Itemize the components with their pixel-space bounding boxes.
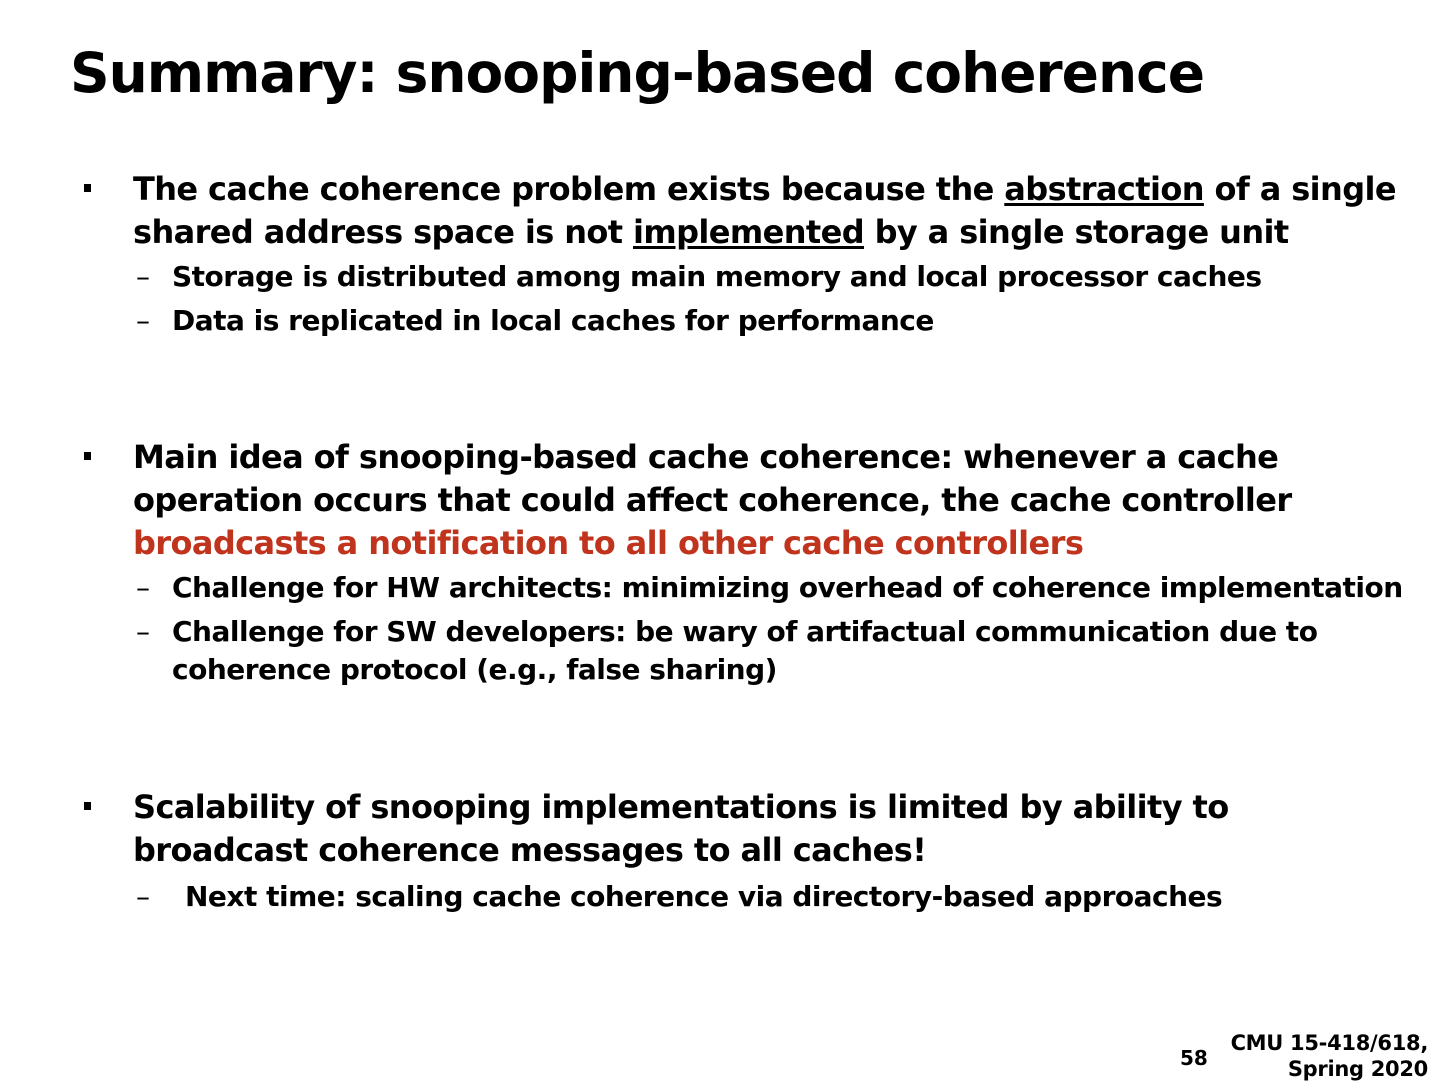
dash-bullet-icon: –	[136, 615, 150, 648]
underlined-term-abstraction: abstraction	[1004, 170, 1204, 208]
course-name: CMU 15-418/618,	[1230, 1031, 1428, 1055]
sub-bullet-item	[136, 569, 1410, 607]
bullet-snooping-idea	[70, 436, 1410, 695]
sub-bullet-text: Data is replicated in local caches for performance	[172, 304, 934, 337]
sub-bullet-text: Next time: scaling cache coherence via directory-based approaches	[185, 880, 1223, 913]
course-term: Spring 2020	[1287, 1057, 1428, 1081]
bullet-scalability	[70, 786, 1410, 922]
sub-bullet-item	[136, 878, 1410, 916]
bullet-coherence-problem	[70, 168, 1410, 346]
bullet-text-part: The cache coherence problem exists because the	[133, 170, 1005, 208]
sub-bullet-list	[70, 258, 1410, 340]
dash-bullet-icon: –	[136, 571, 150, 604]
square-bullet-icon	[84, 802, 91, 810]
slide-title: Summary: snooping-based coherence	[70, 41, 1205, 105]
sub-bullet-text: Storage is distributed among main memory and local processor caches	[172, 260, 1262, 293]
sub-bullet-item	[136, 613, 1410, 689]
dash-bullet-icon: –	[136, 260, 150, 293]
sub-bullet-text: Challenge for HW architects: minimizing overhead of coherence implementation	[172, 571, 1403, 604]
sub-bullet-list	[70, 878, 1410, 916]
bullet-text-part: of a single shared address space is not	[133, 170, 1397, 251]
highlighted-phrase: broadcasts a notification to all other cache controllers	[133, 524, 1084, 562]
sub-bullet-list	[70, 569, 1410, 689]
bullet-text	[133, 168, 1410, 254]
bullet-text	[133, 436, 1410, 565]
sub-bullet-item	[136, 302, 1410, 340]
dash-bullet-icon: –	[136, 880, 150, 913]
sub-bullet-text: Challenge for SW developers: be wary of artifactual communication due to coherence protocol (e.g., false sharing)	[172, 615, 1318, 686]
bullet-text-part: Main idea of snooping-based cache coherence: whenever a cache operation occurs that could affect coherence, the cache controller	[133, 438, 1292, 519]
bullet-text: Scalability of snooping implementations is limited by ability to broadcast coherence messages to all caches!	[133, 788, 1229, 869]
slide-number: 58	[1180, 1046, 1208, 1070]
sub-bullet-item	[136, 258, 1410, 296]
bullet-text-part: by a single storage unit	[864, 213, 1289, 251]
dash-bullet-icon: –	[136, 304, 150, 337]
course-label	[1231, 1030, 1428, 1082]
square-bullet-icon	[84, 184, 91, 192]
underlined-term-implemented: implemented	[633, 213, 865, 251]
square-bullet-icon	[84, 452, 91, 460]
